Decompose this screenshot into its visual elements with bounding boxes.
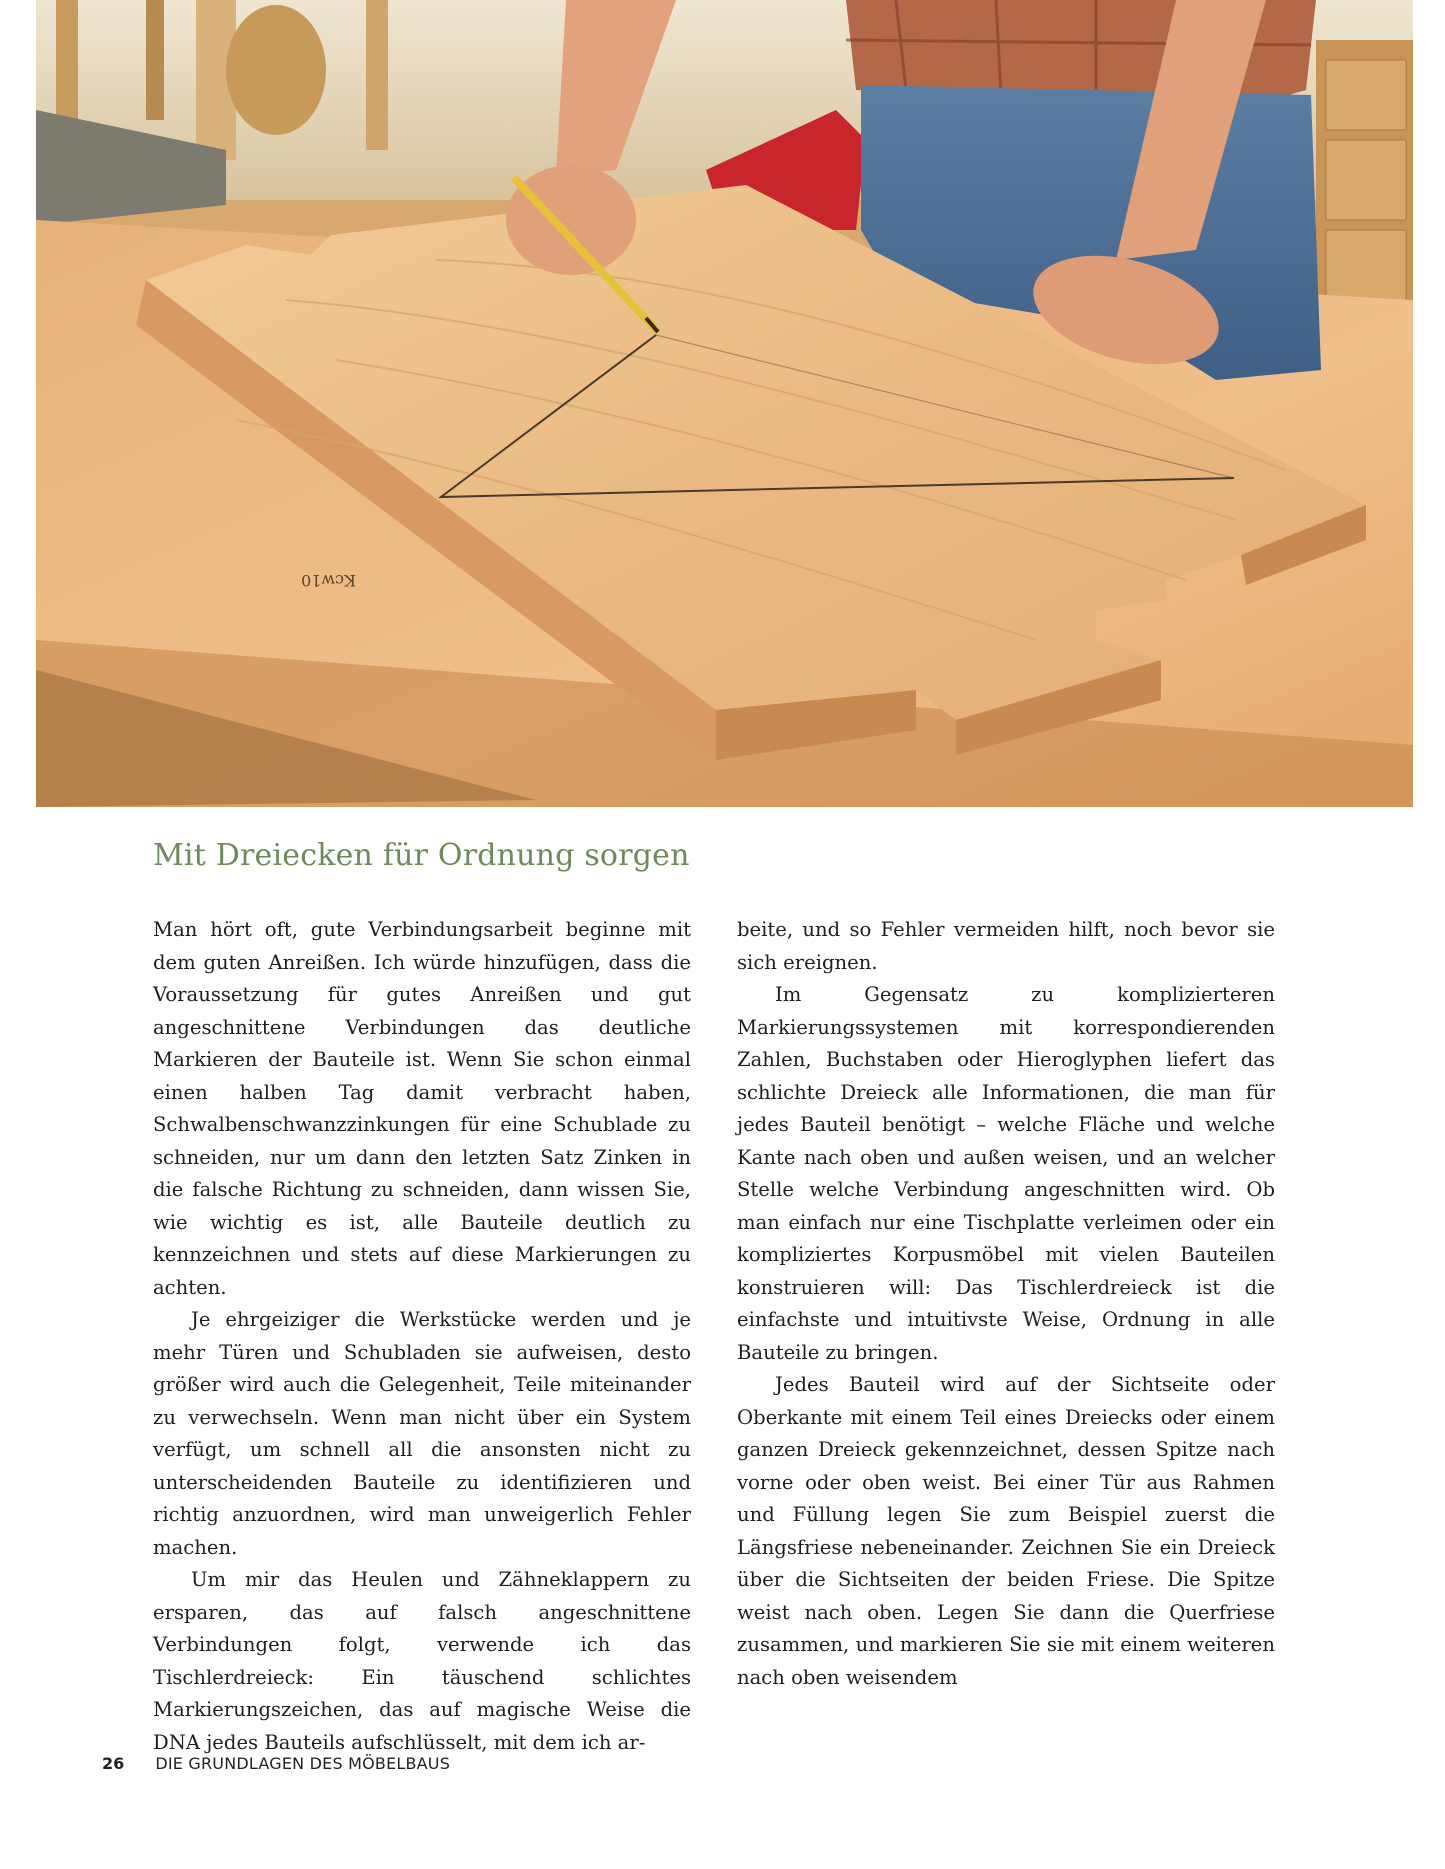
- running-title: DIE GRUNDLAGEN DES MÖBELBAUS: [155, 1754, 451, 1773]
- photo-illustration: [36, 0, 1413, 807]
- drawer: [1326, 140, 1406, 220]
- text-column-right: [737, 914, 1275, 1694]
- broom: [226, 5, 326, 135]
- paragraph: Man hört oft, gute Verbindungsarbeit beginne mit dem guten Anreißen. Ich würde hinzufügen, dass die Voraussetzung für gutes Anreißen und gut angeschnittene Verbindungen das deutliche Markieren der Bauteile ist. Wenn Sie schon einmal einen halben Tag damit verbracht haben, Schwalbenschwanzzinkungen für eine Schublade zu schneiden, nur um dann den letzten Satz Zinken in die falsche Richtung zu schneiden, dann wissen Sie, wie wichtig es ist, alle Bauteile deutlich zu kennzeichnen und stets auf diese Markierungen zu achten.: [153, 918, 691, 1299]
- page-number: 26: [102, 1754, 125, 1773]
- text-column-left: [153, 914, 691, 1759]
- paragraph: Um mir das Heulen und Zähneklappern zu ersparen, das auf falsch angeschnittene Verbindungen folgt, verwende ich das Tischlerdreieck: Ein täuschend schlichtes Markierungszeichen, das auf magische Weise die DNA jedes Bauteils aufschlüsselt, mit dem ich ar-: [153, 1568, 691, 1754]
- page-footer: [102, 1754, 450, 1773]
- paragraph: Im Gegensatz zu komplizierteren Markierungssystemen mit korrespondierenden Zahlen, Buchstaben oder Hieroglyphen liefert das schlichte Dreieck alle Informationen, die man für jedes Bauteil benötigt – welche Fläche und welche Kante nach oben und außen weisen, und an welcher Stelle welche Verbindung angeschnitten wird. Ob man einfach nur eine Tischplatte verleimen oder ein kompliziertes Korpusmöbel mit vielen Bauteilen konstruieren will: Das Tischlerdreieck ist die einfachste und intuitivste Weise, Ordnung in alle Bauteile zu bringen.: [737, 983, 1275, 1364]
- shelf-post: [366, 0, 388, 150]
- left-hand: [506, 165, 636, 275]
- shelf-post: [56, 0, 78, 130]
- paragraph: beite, und so Fehler vermeiden hilft, noch bevor sie sich ereignen.: [737, 918, 1275, 974]
- drawer: [1326, 60, 1406, 130]
- pencil-mark: Kcw10: [301, 571, 356, 590]
- section-heading: Mit Dreiecken für Ordnung sorgen: [153, 838, 690, 873]
- paragraph: Jedes Bauteil wird auf der Sichtseite oder Oberkante mit einem Teil eines Dreiecks oder einem ganzen Dreieck gekennzeichnet, dessen Spitze nach vorne oder oben weist. Bei einer Tür aus Rahmen und Füllung legen Sie zum Beispiel zuerst die Längsfriese nebeneinander. Zeichnen Sie ein Dreieck über die Sichtseiten der beiden Friese. Die Spitze weist nach oben. Legen Sie dann die Querfriese zusammen, und markieren Sie sie mit einem weiteren nach oben weisendem: [737, 1373, 1275, 1689]
- workshop-photo: [36, 0, 1413, 807]
- paragraph: Je ehrgeiziger die Werkstücke werden und je mehr Türen und Schubladen sie aufweisen, desto größer wird auch die Gelegenheit, Teile miteinander zu verwechseln. Wenn man nicht über ein System verfügt, um schnell all die ansonsten nicht zu unterscheidenden Bauteile zu identifizieren und richtig anzuordnen, wird man unweigerlich Fehler machen.: [153, 1308, 691, 1559]
- shelf-post: [146, 0, 164, 120]
